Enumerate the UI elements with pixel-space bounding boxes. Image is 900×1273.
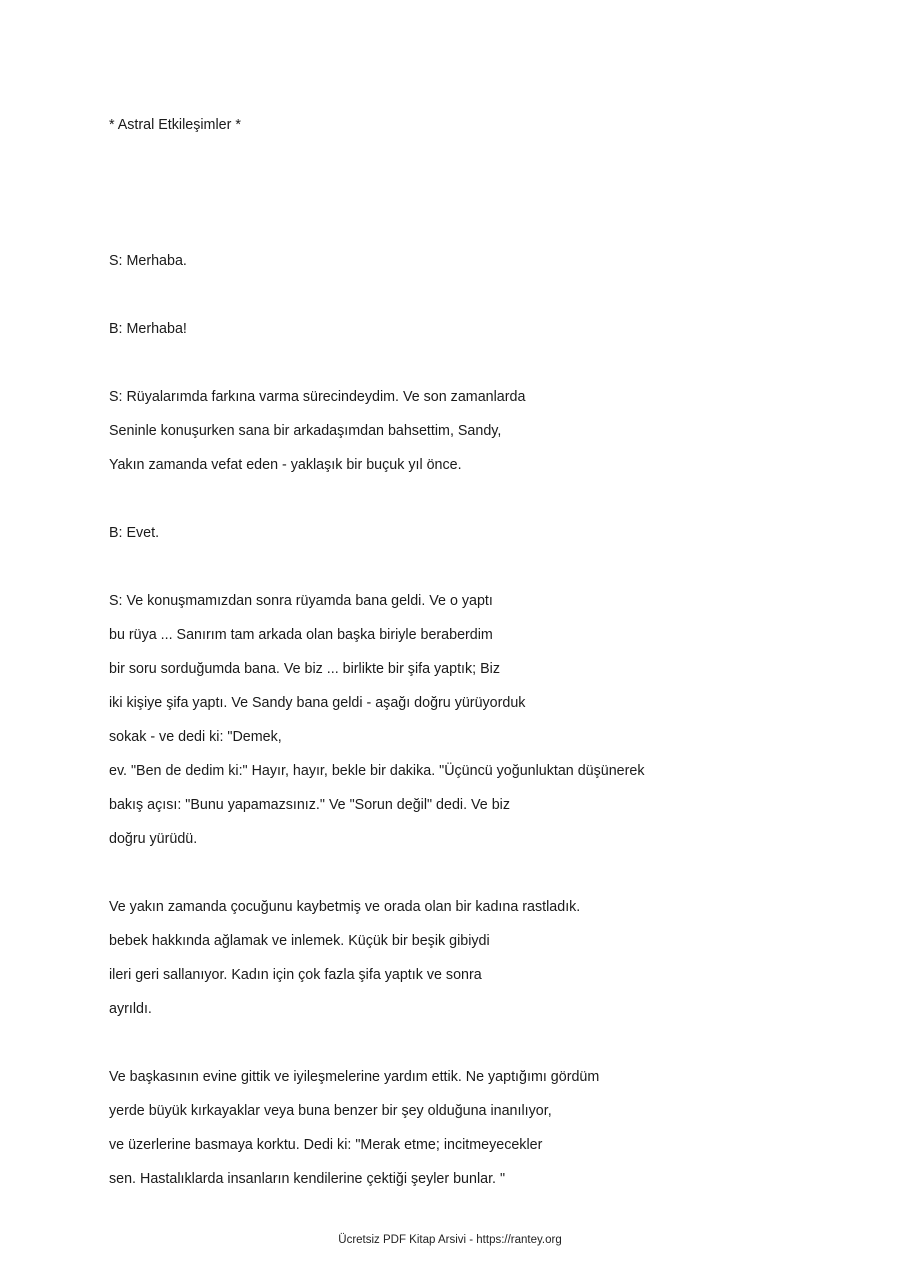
paragraph-5 bbox=[109, 584, 809, 856]
paragraph-2 bbox=[109, 312, 809, 346]
text-line: bebek hakkında ağlamak ve inlemek. Küçük bir beşik gibiydi bbox=[109, 933, 490, 949]
document-title: * Astral Etkileşimler * bbox=[109, 117, 241, 133]
text-line: doğru yürüdü. bbox=[109, 831, 198, 847]
text-line: S: Ve konuşmamızdan sonra rüyamda bana geldi. Ve o yaptı bbox=[109, 593, 493, 609]
text-line: bakış açısı: "Bunu yapamazsınız." Ve "Sorun değil" dedi. Ve biz bbox=[109, 797, 510, 813]
document-body bbox=[109, 108, 809, 1196]
text-line: ve üzerlerine basmaya korktu. Dedi ki: "Merak etme; incitmeyecekler bbox=[109, 1137, 543, 1153]
text-line: ev. "Ben de dedim ki:" Hayır, hayır, bekle bir dakika. "Üçüncü yoğunluktan düşünerek bbox=[109, 763, 645, 779]
spacer bbox=[109, 278, 809, 312]
spacer bbox=[109, 550, 809, 584]
text-line: ileri geri sallanıyor. Kadın için çok fazla şifa yaptık ve sonra bbox=[109, 967, 482, 983]
spacer bbox=[109, 856, 809, 890]
text-line: ayrıldı. bbox=[109, 1001, 152, 1017]
text-line: Seninle konuşurken sana bir arkadaşımdan bahsettim, Sandy, bbox=[109, 423, 502, 439]
paragraph-4 bbox=[109, 516, 809, 550]
text-line: sen. Hastalıklarda insanların kendilerine çektiği şeyler bunlar. " bbox=[109, 1171, 506, 1187]
paragraph-6 bbox=[109, 890, 809, 1026]
text-line: Ve yakın zamanda çocuğunu kaybetmiş ve orada olan bir kadına rastladık. bbox=[109, 899, 581, 915]
text-line: yerde büyük kırkayaklar veya buna benzer bir şey olduğuna inanılıyor, bbox=[109, 1103, 552, 1119]
spacer bbox=[109, 142, 809, 210]
paragraph-1 bbox=[109, 244, 809, 278]
page-footer: Ücretsiz PDF Kitap Arsivi - https://rantey.org bbox=[338, 1234, 562, 1246]
paragraph-7 bbox=[109, 1060, 809, 1196]
text-line: Ve başkasının evine gittik ve iyileşmelerine yardım ettik. Ne yaptığımı gördüm bbox=[109, 1069, 600, 1085]
text-line: bu rüya ... Sanırım tam arkada olan başka biriyle beraberdim bbox=[109, 627, 493, 643]
spacer bbox=[109, 482, 809, 516]
text-line: S: Merhaba. bbox=[109, 253, 187, 269]
spacer bbox=[109, 346, 809, 380]
spacer bbox=[109, 1026, 809, 1060]
text-line: iki kişiye şifa yaptı. Ve Sandy bana geldi - aşağı doğru yürüyorduk bbox=[109, 695, 526, 711]
paragraph-3 bbox=[109, 380, 809, 482]
text-line: bir soru sorduğumda bana. Ve biz ... birlikte bir şifa yaptık; Biz bbox=[109, 661, 500, 677]
text-line: S: Rüyalarımda farkına varma sürecindeydim. Ve son zamanlarda bbox=[109, 389, 526, 405]
text-line: B: Evet. bbox=[109, 525, 160, 541]
text-line: sokak - ve dedi ki: "Demek, bbox=[109, 729, 282, 745]
spacer bbox=[109, 210, 809, 244]
text-line: Yakın zamanda vefat eden - yaklaşık bir buçuk yıl önce. bbox=[109, 457, 462, 473]
text-line: B: Merhaba! bbox=[109, 321, 187, 337]
